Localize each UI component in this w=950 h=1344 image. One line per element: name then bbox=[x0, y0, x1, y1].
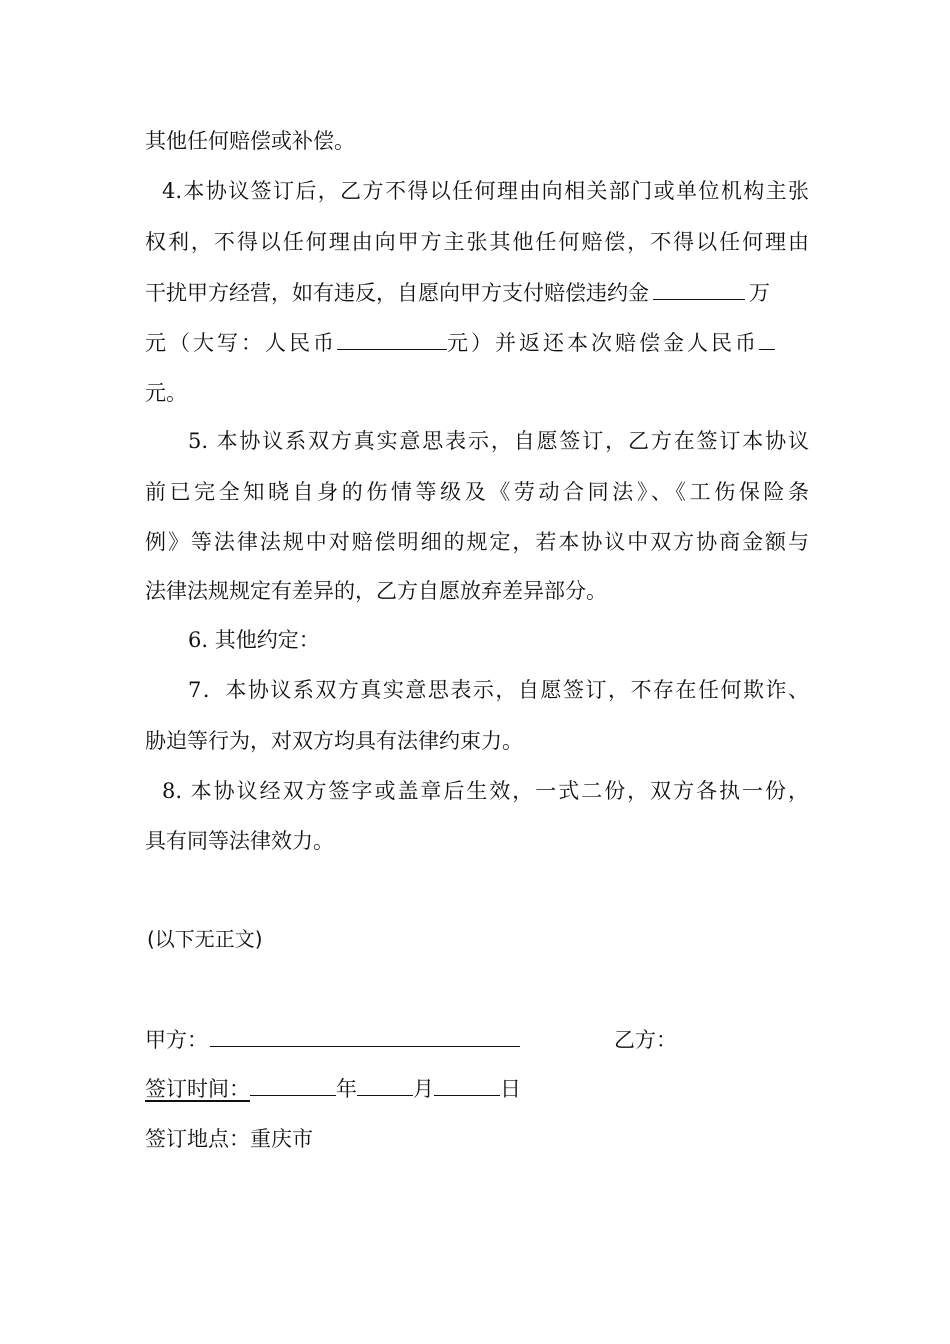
clause-4-line-4-text-b: 元）并返还本次赔偿金人民币 bbox=[447, 331, 759, 355]
clause-4-line-2: 权利，不得以任何理由向甲方主张其他任何赔偿，不得以任何理由 bbox=[145, 230, 809, 254]
clause-4-line-3 bbox=[145, 278, 770, 308]
signing-date-row bbox=[145, 1074, 521, 1104]
month-label: 月 bbox=[413, 1077, 434, 1101]
year-label: 年 bbox=[336, 1077, 357, 1101]
signing-place-row bbox=[145, 1124, 313, 1154]
day-label: 日 bbox=[500, 1077, 521, 1101]
clause-5-line-4: 法律法规规定有差异的，乙方自愿放弃差异部分。 bbox=[145, 579, 607, 603]
party-a-label: 甲方： bbox=[145, 1028, 208, 1052]
refund-amount-blank bbox=[759, 331, 775, 350]
party-a-row bbox=[145, 1025, 520, 1055]
clause-7-line-2: 胁迫等行为，对双方均具有法律约束力。 bbox=[145, 729, 523, 753]
party-b-label: 乙方： bbox=[614, 1028, 677, 1052]
month-blank bbox=[357, 1077, 413, 1096]
clause-5-line-3: 例》等法律法规中对赔偿明细的规定，若本协议中双方协商金额与 bbox=[145, 530, 809, 554]
clause-4-line-5: 元。 bbox=[145, 381, 187, 405]
clause-5-line-1: 5. 本协议系双方真实意思表示，自愿签订，乙方在签订本协议 bbox=[188, 429, 809, 453]
clause-8-line-2: 具有同等法律效力。 bbox=[145, 829, 334, 853]
party-a-signature-line bbox=[210, 1028, 520, 1047]
day-blank bbox=[434, 1077, 500, 1096]
penalty-amount-blank bbox=[653, 281, 745, 300]
end-note: (以下无正文) bbox=[147, 927, 263, 951]
year-blank bbox=[250, 1077, 336, 1096]
clause-7-line-1: 7．本协议系双方真实意思表示，自愿签订，不存在任何欺诈、 bbox=[188, 678, 809, 702]
signing-place-label: 签订地点： bbox=[145, 1127, 250, 1151]
signing-place-value: 重庆市 bbox=[250, 1127, 313, 1151]
clause-5-line-2: 前已完全知晓自身的伤情等级及《劳动合同法》、《工伤保险条 bbox=[145, 480, 809, 504]
clause-4-line-1: 4.本协议签订后，乙方不得以任何理由向相关部门或单位机构主张 bbox=[162, 179, 809, 203]
clause-8-line-1: 8. 本协议经双方签字或盖章后生效，一式二份，双方各执一份， bbox=[162, 779, 809, 803]
signing-date-label: 签订时间： bbox=[145, 1077, 250, 1101]
clause-4-line-4-text-a: 元（大写：人民币 bbox=[145, 331, 337, 355]
clause-4-line-4 bbox=[145, 328, 775, 358]
clause-6: 6. 其他约定： bbox=[188, 628, 320, 652]
clause-3-tail: 其他任何赔偿或补偿。 bbox=[145, 129, 355, 153]
clause-4-unit-wan: 万 bbox=[749, 281, 770, 305]
amount-uppercase-blank bbox=[337, 331, 447, 350]
clause-4-line-3-text: 干扰甲方经营，如有违反，自愿向甲方支付赔偿违约金 bbox=[145, 281, 649, 305]
